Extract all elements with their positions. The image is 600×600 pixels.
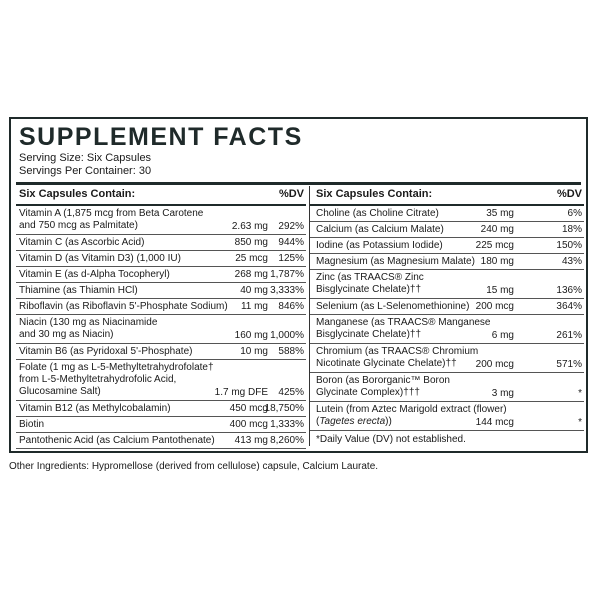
left-header-name: Six Capsules Contain:: [19, 188, 136, 200]
nutrient-amount: 3 mg: [491, 388, 514, 399]
nutrient-name: Vitamin E (as d-Alpha Tocopheryl): [19, 269, 170, 280]
nutrient-dv: *: [578, 388, 582, 399]
left-rows: [16, 206, 306, 449]
nutrient-row: [310, 402, 584, 431]
nutrient-amount: 10 mg: [240, 346, 268, 357]
nutrient-row: [310, 222, 584, 238]
nutrient-dv: 571%: [556, 359, 582, 370]
nutrient-amount: 200 mcg: [475, 301, 514, 312]
right-nutrient-column: [309, 186, 584, 446]
nutrient-dv: 6%: [567, 208, 582, 219]
nutrient-name: Lutein (from Aztec Marigold extract (flower) (Tagetes erecta)): [316, 404, 507, 427]
nutrient-row: [16, 401, 306, 417]
nutrient-name: Folate (1 mg as L-5-Methyltetrahydrofolate† from L-5-Methyltetrahydrofolic Acid, Glucosamine Salt): [19, 362, 214, 397]
left-column-header: [16, 186, 306, 202]
nutrient-name: Thiamine (as Thiamin HCl): [19, 285, 138, 296]
nutrient-dv: 846%: [278, 301, 304, 312]
nutrient-name: Choline (as Choline Citrate): [316, 208, 439, 219]
nutrient-name: Boron (as Bororganic™ Boron Glycinate Complex)†††: [316, 375, 450, 398]
nutrient-row: [310, 270, 584, 299]
nutrient-row: [16, 299, 306, 315]
nutrient-amount: 400 mcg: [229, 419, 268, 430]
nutrient-amount: 11 mg: [240, 301, 268, 312]
nutrient-name: Magnesium (as Magnesium Malate): [316, 256, 475, 267]
nutrient-row: [310, 254, 584, 270]
nutrient-row: [310, 206, 584, 222]
nutrient-dv: 1,333%: [270, 419, 304, 430]
nutrient-row: [310, 344, 584, 373]
nutrient-name: Manganese (as TRAACS® Manganese Bisglycinate Chelate)††: [316, 317, 491, 340]
nutrient-dv: 292%: [278, 221, 304, 232]
nutrient-amount: 40 mg: [240, 285, 268, 296]
nutrient-dv: 8,260%: [270, 435, 304, 446]
right-rows: [310, 206, 584, 431]
nutrient-name: Vitamin D (as Vitamin D3) (1,000 IU): [19, 253, 181, 264]
nutrient-amount: 15 mg: [486, 285, 514, 296]
left-header-dv: %DV: [278, 188, 304, 200]
nutrient-name: Vitamin A (1,875 mcg from Beta Carotene and 750 mcg as Palmitate): [19, 208, 204, 231]
dv-footnote: *Daily Value (DV) not established.: [316, 434, 466, 445]
nutrient-amount: 6 mg: [491, 330, 514, 341]
nutrient-name: Niacin (130 mg as Niacinamide and 30 mg as Niacin): [19, 317, 158, 340]
nutrient-amount: 450 mcg: [229, 403, 268, 414]
right-header-dv: %DV: [556, 188, 582, 200]
nutrient-name: Biotin: [19, 419, 45, 430]
nutrient-amount: 35 mg: [486, 208, 514, 219]
nutrient-dv: 944%: [278, 237, 304, 248]
nutrient-name: Iodine (as Potassium Iodide): [316, 240, 443, 251]
left-nutrient-column: [16, 186, 306, 449]
nutrient-dv: 364%: [556, 301, 582, 312]
nutrient-row: [16, 315, 306, 344]
supplement-facts-panel: [9, 117, 588, 453]
nutrient-name: Riboflavin (as Riboflavin 5'-Phosphate Sodium): [19, 301, 228, 312]
nutrient-row: [16, 433, 306, 449]
nutrient-dv: 261%: [556, 330, 582, 341]
nutrient-name: Selenium (as L-Selenomethionine): [316, 301, 470, 312]
nutrient-amount: 144 mcg: [475, 417, 514, 428]
thick-divider: [16, 182, 581, 185]
nutrient-dv: 588%: [278, 346, 304, 357]
nutrient-row: [16, 283, 306, 299]
nutrient-dv: 1,000%: [270, 330, 304, 341]
nutrient-name: Zinc (as TRAACS® Zinc Bisglycinate Chelate)††: [316, 272, 424, 295]
nutrient-dv: 150%: [556, 240, 582, 251]
nutrient-amount: 25 mcg: [235, 253, 268, 264]
nutrient-dv: 1,787%: [270, 269, 304, 280]
right-column-header: [310, 186, 584, 202]
nutrient-amount: 200 mcg: [475, 359, 514, 370]
nutrient-name: Pantothenic Acid (as Calcium Pantothenate): [19, 435, 215, 446]
nutrient-row: [310, 299, 584, 315]
nutrient-amount: 268 mg: [234, 269, 268, 280]
nutrient-dv: 18,750%: [264, 403, 304, 414]
panel-title: SUPPLEMENT FACTS: [19, 123, 303, 151]
nutrient-name: Vitamin C (as Ascorbic Acid): [19, 237, 145, 248]
nutrient-row: [310, 315, 584, 344]
nutrient-amount: 160 mg: [234, 330, 268, 341]
nutrient-row: [16, 235, 306, 251]
nutrient-row: [310, 238, 584, 254]
nutrient-amount: 1.7 mg DFE: [214, 387, 268, 398]
nutrient-amount: 180 mg: [480, 256, 514, 267]
nutrient-amount: 850 mg: [234, 237, 268, 248]
nutrient-amount: 2.63 mg: [231, 221, 268, 232]
nutrient-dv: 425%: [278, 387, 304, 398]
nutrient-dv: 3,333%: [270, 285, 304, 296]
right-header-name: Six Capsules Contain:: [316, 188, 433, 200]
nutrient-dv: 43%: [561, 256, 582, 267]
nutrient-row: [16, 267, 306, 283]
nutrient-row: [310, 373, 584, 402]
nutrient-row: [16, 251, 306, 267]
nutrient-row: [16, 360, 306, 401]
nutrient-row: [16, 206, 306, 235]
nutrient-row: [16, 344, 306, 360]
nutrient-dv: 136%: [556, 285, 582, 296]
nutrient-dv: 18%: [561, 224, 582, 235]
nutrient-row: [16, 417, 306, 433]
serving-size: Serving Size: Six Capsules: [19, 152, 152, 164]
nutrient-amount: 413 mg: [234, 435, 268, 446]
other-ingredients: Other Ingredients: Hypromellose (derived from cellulose) capsule, Calcium Laurate.: [9, 461, 379, 472]
nutrient-name: Chromium (as TRAACS® Chromium Nicotinate Glycinate Chelate)††: [316, 346, 479, 369]
nutrient-name: Vitamin B12 (as Methylcobalamin): [19, 403, 171, 414]
nutrient-dv: 125%: [278, 253, 304, 264]
nutrient-name: Calcium (as Calcium Malate): [316, 224, 444, 235]
nutrient-dv: *: [578, 417, 582, 428]
nutrient-amount: 225 mcg: [475, 240, 514, 251]
servings-per-container: Servings Per Container: 30: [19, 165, 152, 177]
nutrient-amount: 240 mg: [480, 224, 514, 235]
nutrient-name: Vitamin B6 (as Pyridoxal 5'-Phosphate): [19, 346, 193, 357]
